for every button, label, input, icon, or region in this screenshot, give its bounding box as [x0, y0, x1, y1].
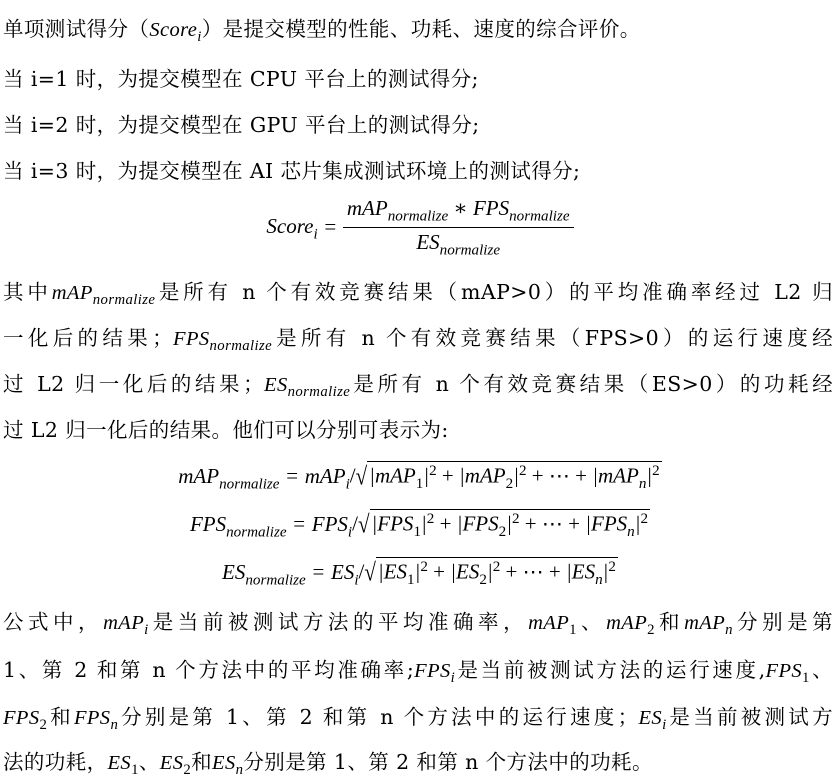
- es-normalize-formula: $ES_{normalize} = ES_i/√|ES_1|^2 + |ES_2|^2$ + ⋯ + $|ES_n|^2$: [222, 557, 616, 588]
- score-numerator: mAP$_{normalize}$ ∗ $FPS_{normalize}$: [343, 196, 574, 228]
- case-line-cpu: 当 i=1 时，为提交模型在 CPU 平台上的测试得分;: [3, 67, 479, 91]
- fps-normalize-formula: $FPS_{normalize} = FPS_i/√|FPS_1|^2 + |FPS_2|^2$ + ⋯ + $|FPS_n|^2$: [189, 509, 649, 540]
- fps-normalize-symbol: $FPS_{normalize}$: [173, 328, 273, 355]
- es-sqrt: $|ES_1|^2 + |ES_2|^2$ + ⋯ + $|ES_n|^2$: [377, 559, 616, 588]
- fps-sqrt: $|FPS_1|^2 + |FPS_2|^2$ + ⋯ + $|FPS_n|^2$: [371, 511, 649, 540]
- score-fraction: [343, 196, 574, 260]
- score-denominator: $ES_{normalize}$: [416, 230, 501, 259]
- para2-line1: 其中mAP$_{normalize}$是所有 n 个有效竞赛结果（mAP>0）的平均准确率经过 L2 归: [3, 280, 833, 309]
- intro-text-start: 单项测试得分（: [3, 17, 150, 41]
- para3-line3: $FPS_2$和$FPS_n$分别是第 1、第 2 和第 n 个方法中的运行速度；$ES_i$是当前被测试方: [3, 705, 833, 734]
- intro-line: [3, 12, 641, 46]
- case-line-gpu: 当 i=2 时，为提交模型在 GPU 平台上的测试得分;: [3, 113, 480, 137]
- map-normalize-symbol: mAP$_{normalize}$: [51, 282, 156, 309]
- para3-line1: 公式中，mAP$_i$是当前被测试方法的平均准确率，mAP$_1$、mAP$_2$和mAP$_n$分别是第: [3, 610, 834, 639]
- intro-text-end: ）是提交模型的性能、功耗、速度的综合评价。: [201, 17, 641, 41]
- para2-line4: 过 L2 归一化后的结果。他们可以分别可表示为:: [3, 418, 449, 442]
- score-formula: Score$_i$ = $\frac{mAP_{normalize} ∗ FPS_{normalize}}{ES_{normalize}}$: [0, 196, 840, 260]
- es-normalize-symbol: $ES_{normalize}$: [264, 374, 351, 401]
- map-sqrt: $|mAP_1|^2 + |mAP_2|^2$ + ⋯ + $|mAP_n|^2$: [369, 463, 660, 492]
- para3-line4: 法的功耗，$ES_1$、$ES_2$和$ES_n$分别是第 1、第 2 和第 n 个方法中的功耗。: [3, 750, 653, 779]
- para2-line2: 一化后的结果；$FPS_{normalize}$是所有 n 个有效竞赛结果（FPS>0）的运行速度经: [3, 326, 833, 355]
- para2-line3: 过 L2 归一化后的结果；$ES_{normalize}$是所有 n 个有效竞赛结果（ES>0）的功耗经: [3, 372, 833, 401]
- map-normalize-formula: $mAP_{normalize} = mAP_i/√|mAP_1|^2 + |mAP_2|^2$ + ⋯ + $|mAP_n|^2$: [178, 461, 660, 492]
- score-i-symbol: Score$_i$: [149, 19, 202, 46]
- para3-line2: 1、第 2 和第 n 个方法中的平均准确率$;FPS_i$是当前被测试方法的运行速度$,FPS_1$、: [3, 658, 833, 687]
- case-line-ai-chip: 当 i=3 时，为提交模型在 AI 芯片集成测试环境上的测试得分;: [3, 159, 581, 183]
